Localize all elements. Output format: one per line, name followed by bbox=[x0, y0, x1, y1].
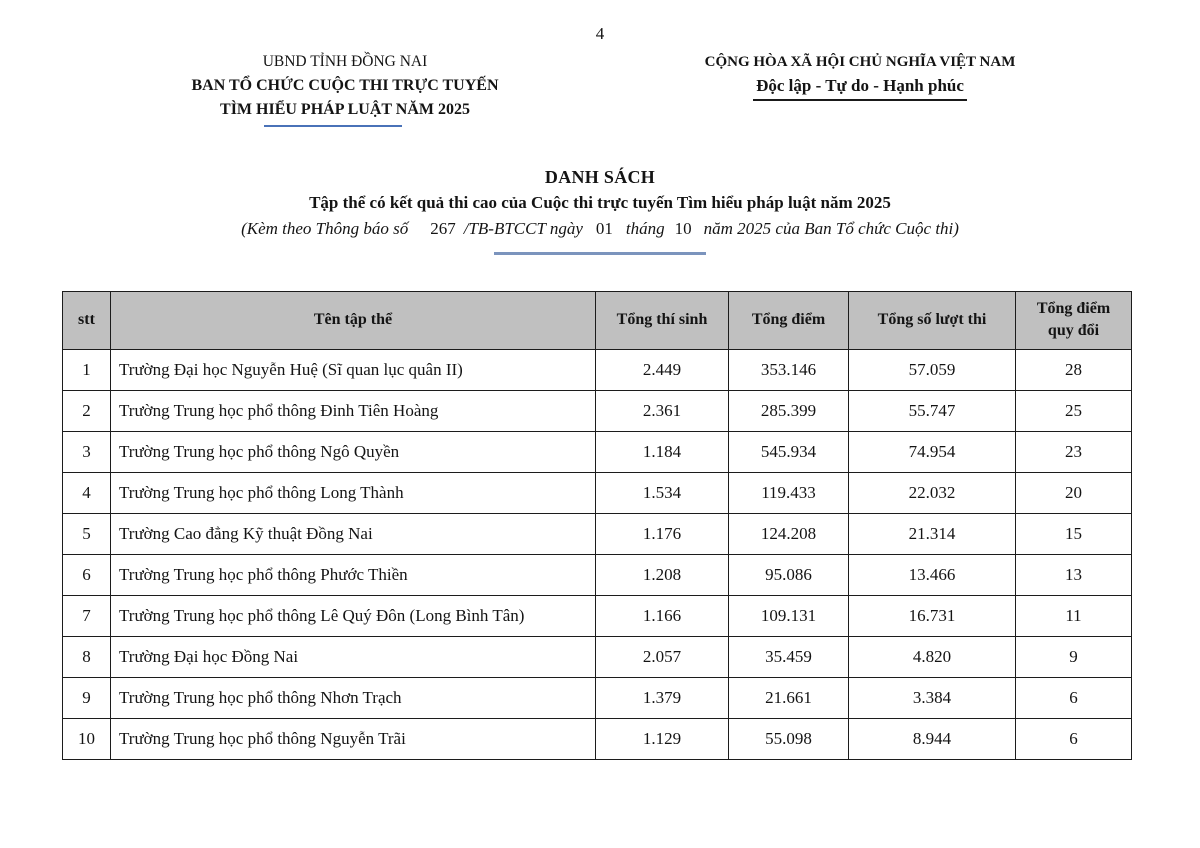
national-title: CỘNG HÒA XÃ HỘI CHỦ NGHĨA VIỆT NAM bbox=[704, 54, 1016, 70]
title-block bbox=[0, 167, 1200, 255]
cell-name: Trường Trung học phổ thông Lê Quý Đôn (Long Bình Tân) bbox=[111, 595, 596, 636]
cell-stt: 3 bbox=[63, 431, 111, 472]
table-row bbox=[63, 636, 1132, 677]
cell-stt: 9 bbox=[63, 677, 111, 718]
cell-converted-score: 6 bbox=[1016, 718, 1132, 759]
cell-converted-score: 11 bbox=[1016, 595, 1132, 636]
cell-total-attempts: 57.059 bbox=[849, 349, 1016, 390]
note-month: 10 bbox=[674, 219, 692, 238]
cell-stt: 6 bbox=[63, 554, 111, 595]
cell-total-attempts: 16.731 bbox=[849, 595, 1016, 636]
cell-stt: 4 bbox=[63, 472, 111, 513]
cell-total-candidates: 1.208 bbox=[596, 554, 729, 595]
col-header-stt: stt bbox=[63, 291, 111, 349]
note-prefix: (Kèm theo Thông báo số bbox=[241, 219, 409, 238]
cell-converted-score: 23 bbox=[1016, 431, 1132, 472]
table-row bbox=[63, 472, 1132, 513]
note-mid-2: tháng bbox=[625, 219, 665, 238]
issuer-parent-org: UBND TỈNH ĐỒNG NAI bbox=[262, 53, 428, 70]
table-row bbox=[63, 677, 1132, 718]
cell-name: Trường Cao đẳng Kỹ thuật Đồng Nai bbox=[111, 513, 596, 554]
cell-name: Trường Trung học phổ thông Phước Thiền bbox=[111, 554, 596, 595]
cell-total-candidates: 2.057 bbox=[596, 636, 729, 677]
cell-total-score: 109.131 bbox=[729, 595, 849, 636]
cell-total-score: 55.098 bbox=[729, 718, 849, 759]
cell-stt: 1 bbox=[63, 349, 111, 390]
cell-stt: 7 bbox=[63, 595, 111, 636]
cell-converted-score: 20 bbox=[1016, 472, 1132, 513]
cell-converted-score: 15 bbox=[1016, 513, 1132, 554]
document-title: DANH SÁCH bbox=[544, 167, 656, 187]
title-separator-line bbox=[494, 252, 706, 255]
table-row bbox=[63, 390, 1132, 431]
cell-total-score: 35.459 bbox=[729, 636, 849, 677]
cell-total-score: 124.208 bbox=[729, 513, 849, 554]
note-day: 01 bbox=[595, 219, 613, 238]
issuer-underline bbox=[264, 125, 402, 127]
issuer-org-line-2: TÌM HIỂU PHÁP LUẬT NĂM 2025 bbox=[220, 101, 470, 118]
col-header-total-candidates: Tổng thí sinh bbox=[596, 291, 729, 349]
page-number: 4 bbox=[595, 24, 605, 43]
table-row bbox=[63, 431, 1132, 472]
cell-name: Trường Trung học phổ thông Đinh Tiên Hoàng bbox=[111, 390, 596, 431]
cell-total-candidates: 1.166 bbox=[596, 595, 729, 636]
cell-total-candidates: 1.176 bbox=[596, 513, 729, 554]
cell-total-attempts: 3.384 bbox=[849, 677, 1016, 718]
cell-converted-score: 6 bbox=[1016, 677, 1132, 718]
col-header-total-score: Tổng điểm bbox=[729, 291, 849, 349]
cell-total-attempts: 74.954 bbox=[849, 431, 1016, 472]
national-motto: Độc lập - Tự do - Hạnh phúc bbox=[753, 74, 967, 101]
cell-converted-score: 28 bbox=[1016, 349, 1132, 390]
cell-converted-score: 13 bbox=[1016, 554, 1132, 595]
cell-stt: 8 bbox=[63, 636, 111, 677]
cell-total-candidates: 1.534 bbox=[596, 472, 729, 513]
cell-total-score: 21.661 bbox=[729, 677, 849, 718]
cell-total-candidates: 1.184 bbox=[596, 431, 729, 472]
table-row bbox=[63, 554, 1132, 595]
results-table bbox=[62, 291, 1132, 760]
cell-total-candidates: 1.129 bbox=[596, 718, 729, 759]
col-header-name: Tên tập thể bbox=[111, 291, 596, 349]
table-row bbox=[63, 513, 1132, 554]
cell-total-attempts: 21.314 bbox=[849, 513, 1016, 554]
cell-total-score: 119.433 bbox=[729, 472, 849, 513]
cell-total-candidates: 1.379 bbox=[596, 677, 729, 718]
cell-total-attempts: 22.032 bbox=[849, 472, 1016, 513]
table-row bbox=[63, 595, 1132, 636]
cell-stt: 2 bbox=[63, 390, 111, 431]
document-note bbox=[0, 219, 1200, 239]
cell-total-attempts: 13.466 bbox=[849, 554, 1016, 595]
note-number: 267 bbox=[430, 219, 456, 238]
cell-total-attempts: 55.747 bbox=[849, 390, 1016, 431]
document-header bbox=[0, 50, 1200, 127]
cell-stt: 10 bbox=[63, 718, 111, 759]
cell-total-score: 95.086 bbox=[729, 554, 849, 595]
col-header-converted-score: Tổng điểm quy đổi bbox=[1016, 291, 1132, 349]
cell-name: Trường Trung học phổ thông Nguyễn Trãi bbox=[111, 718, 596, 759]
note-mid-1: /TB-BTCCT ngày bbox=[463, 219, 583, 238]
cell-name: Trường Trung học phổ thông Long Thành bbox=[111, 472, 596, 513]
note-suffix: năm 2025 của Ban Tổ chức Cuộc thi) bbox=[703, 219, 959, 238]
table-row bbox=[63, 718, 1132, 759]
cell-name: Trường Đại học Nguyễn Huệ (Sĩ quan lục quân II) bbox=[111, 349, 596, 390]
issuer-org-line-1: BAN TỔ CHỨC CUỘC THI TRỰC TUYẾN bbox=[191, 77, 499, 94]
document-subtitle: Tập thể có kết quả thi cao của Cuộc thi trực tuyến Tìm hiểu pháp luật năm 2025 bbox=[309, 193, 891, 212]
table-header-row bbox=[63, 291, 1132, 349]
cell-total-score: 545.934 bbox=[729, 431, 849, 472]
issuer-block bbox=[130, 50, 560, 127]
cell-name: Trường Đại học Đồng Nai bbox=[111, 636, 596, 677]
cell-total-score: 285.399 bbox=[729, 390, 849, 431]
cell-converted-score: 9 bbox=[1016, 636, 1132, 677]
national-header-block bbox=[645, 50, 1075, 127]
cell-total-candidates: 2.449 bbox=[596, 349, 729, 390]
cell-name: Trường Trung học phổ thông Ngô Quyền bbox=[111, 431, 596, 472]
cell-converted-score: 25 bbox=[1016, 390, 1132, 431]
cell-name: Trường Trung học phổ thông Nhơn Trạch bbox=[111, 677, 596, 718]
cell-total-attempts: 8.944 bbox=[849, 718, 1016, 759]
cell-total-score: 353.146 bbox=[729, 349, 849, 390]
cell-total-candidates: 2.361 bbox=[596, 390, 729, 431]
cell-stt: 5 bbox=[63, 513, 111, 554]
col-header-total-attempts: Tổng số lượt thi bbox=[849, 291, 1016, 349]
table-row bbox=[63, 349, 1132, 390]
cell-total-attempts: 4.820 bbox=[849, 636, 1016, 677]
